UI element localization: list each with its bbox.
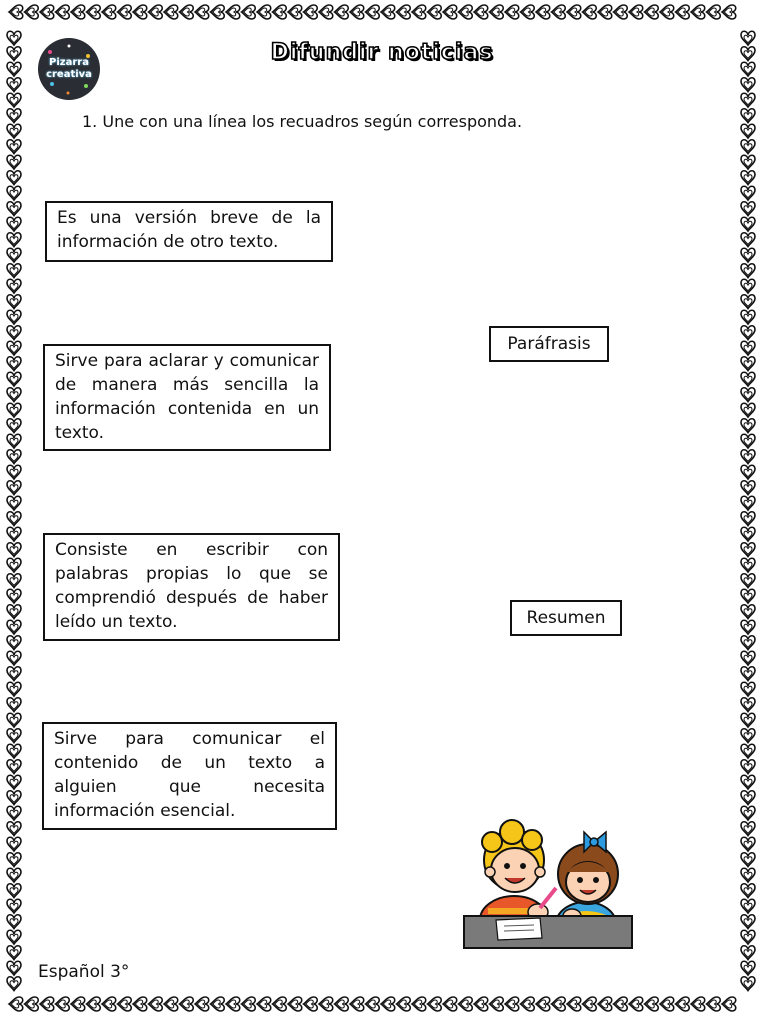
border-heart [474,997,488,1011]
border-heart [741,620,755,634]
border-heart [741,574,755,588]
border-heart [521,997,535,1011]
border-heart [133,5,147,19]
border-heart [660,5,674,19]
border-heart [7,248,21,262]
border-heart [7,822,21,836]
border-heart [7,868,21,882]
border-heart [304,5,318,19]
border-heart [567,5,581,19]
border-heart [741,217,755,231]
border-heart [7,171,21,185]
border-heart [741,171,755,185]
border-heart [741,93,755,107]
border-heart [7,481,21,495]
border-heart [7,744,21,758]
border-heart [741,450,755,464]
border-heart [273,997,287,1011]
border-heart [459,997,473,1011]
border-heart [319,997,333,1011]
border-heart [7,946,21,960]
border-heart [381,5,395,19]
border-heart [741,403,755,417]
border-heart [691,5,705,19]
page-title: Difundir noticias [270,40,494,65]
border-heart [645,5,659,19]
border-heart [71,5,85,19]
border-heart [350,997,364,1011]
border-heart [741,961,755,975]
border-heart [7,419,21,433]
border-heart [7,806,21,820]
border-heart [7,465,21,479]
definition-box-3[interactable]: Consiste en escribir con palabras propias lo que se comprendió después de haber leído un texto. [43,533,340,641]
children-at-desk-illustration [460,812,636,952]
border-heart [741,558,755,572]
definition-box-1[interactable]: Es una versión breve de la información de otro texto. [45,201,333,262]
border-heart [741,605,755,619]
border-heart [118,997,132,1011]
border-heart [226,5,240,19]
border-heart [741,651,755,665]
border-heart [7,124,21,138]
border-heart [226,997,240,1011]
border-heart [741,465,755,479]
border-heart [722,5,736,19]
border-heart [7,202,21,216]
border-heart [7,884,21,898]
border-heart [741,713,755,727]
footer-subject-grade: Español 3° [38,962,130,982]
border-heart [7,326,21,340]
border-heart [7,899,21,913]
border-heart [741,78,755,92]
border-heart [741,977,755,991]
border-heart [9,997,23,1011]
border-heart [7,636,21,650]
border-heart [741,372,755,386]
border-heart [741,791,755,805]
border-heart [741,419,755,433]
border-heart [741,899,755,913]
border-heart [707,997,721,1011]
border-heart [741,264,755,278]
border-heart [552,5,566,19]
border-heart [7,620,21,634]
border-heart [195,5,209,19]
border-heart [598,5,612,19]
border-heart [7,574,21,588]
border-heart [195,997,209,1011]
border-heart [288,997,302,1011]
border-heart [273,5,287,19]
border-heart [741,357,755,371]
border-heart [536,5,550,19]
border-heart [741,496,755,510]
border-heart [56,997,70,1011]
border-heart [741,512,755,526]
border-heart [521,5,535,19]
border-heart [7,512,21,526]
border-heart [741,140,755,154]
border-heart [149,5,163,19]
border-heart [257,5,271,19]
border-heart [7,543,21,557]
border-heart [397,997,411,1011]
border-heart [9,5,23,19]
border-heart [133,997,147,1011]
border-heart [366,5,380,19]
border-heart [629,5,643,19]
border-heart [7,729,21,743]
border-heart [87,5,101,19]
border-heart [741,667,755,681]
border-heart [691,997,705,1011]
border-heart [7,372,21,386]
border-heart [211,997,225,1011]
border-heart [7,698,21,712]
border-heart [7,403,21,417]
border-heart [629,997,643,1011]
term-box-parafrasis[interactable]: Paráfrasis [489,326,609,362]
border-heart [443,997,457,1011]
border-heart [7,140,21,154]
border-heart [443,5,457,19]
border-heart [741,853,755,867]
border-heart [350,5,364,19]
border-heart [567,997,581,1011]
border-heart [7,589,21,603]
border-heart [7,434,21,448]
border-heart [741,434,755,448]
border-heart [741,806,755,820]
border-heart [490,997,504,1011]
border-heart [242,5,256,19]
border-heart [7,977,21,991]
border-heart [288,5,302,19]
border-heart [741,744,755,758]
border-heart [7,667,21,681]
border-heart [7,155,21,169]
border-heart [741,760,755,774]
border-heart [102,5,116,19]
border-heart [7,357,21,371]
border-heart [335,997,349,1011]
border-heart [505,5,519,19]
definition-box-2[interactable]: Sirve para aclarar y comunicar de manera más sencilla la información contenida en un texto. [43,344,331,451]
border-heart [741,295,755,309]
border-heart [366,997,380,1011]
border-heart [741,884,755,898]
border-heart [741,636,755,650]
border-heart [7,930,21,944]
border-heart [741,388,755,402]
border-heart [614,5,628,19]
border-heart [7,264,21,278]
border-heart [741,109,755,123]
border-heart [412,5,426,19]
border-heart [7,682,21,696]
border-heart [741,155,755,169]
border-heart [7,713,21,727]
border-heart [741,775,755,789]
border-heart [583,997,597,1011]
border-heart [412,997,426,1011]
border-heart [428,5,442,19]
border-heart [7,496,21,510]
border-heart [25,997,39,1011]
border-heart [319,5,333,19]
border-heart [118,5,132,19]
border-heart [71,997,85,1011]
instruction-text: 1. Une con una línea los recuadros según corresponda. [82,112,523,131]
border-heart [7,605,21,619]
border-heart [741,729,755,743]
border-heart [56,5,70,19]
border-heart [741,124,755,138]
border-heart [7,760,21,774]
border-heart [474,5,488,19]
border-heart [614,997,628,1011]
border-heart [7,109,21,123]
logo-text-line2: creativa [46,69,92,80]
border-heart [459,5,473,19]
border-heart [7,295,21,309]
border-heart [381,997,395,1011]
border-heart [741,837,755,851]
border-heart [741,527,755,541]
border-heart [25,5,39,19]
border-heart [7,186,21,200]
border-heart [722,997,736,1011]
border-heart [741,946,755,960]
border-heart [676,997,690,1011]
border-heart [741,326,755,340]
border-heart [741,698,755,712]
border-heart [164,997,178,1011]
border-heart [741,682,755,696]
border-heart [7,527,21,541]
border-heart [7,558,21,572]
border-heart [676,5,690,19]
border-heart [7,837,21,851]
border-heart [102,997,116,1011]
border-heart [741,202,755,216]
border-heart [598,997,612,1011]
term-box-resumen[interactable]: Resumen [510,600,622,636]
border-heart [149,997,163,1011]
border-heart [211,5,225,19]
border-heart [164,5,178,19]
border-heart [7,853,21,867]
border-heart [428,997,442,1011]
border-heart [741,233,755,247]
border-heart [741,915,755,929]
border-heart [40,5,54,19]
border-heart [7,915,21,929]
border-heart [490,5,504,19]
border-heart [741,930,755,944]
border-heart [335,5,349,19]
border-heart [40,997,54,1011]
border-heart [7,279,21,293]
border-heart [741,341,755,355]
border-heart [741,868,755,882]
border-heart [7,78,21,92]
border-heart [552,997,566,1011]
border-heart [7,341,21,355]
border-heart [242,997,256,1011]
border-heart [7,791,21,805]
border-heart [741,279,755,293]
border-heart [180,5,194,19]
border-heart [397,5,411,19]
border-heart [257,997,271,1011]
border-heart [87,997,101,1011]
border-heart [7,93,21,107]
border-heart [7,310,21,324]
border-heart [7,961,21,975]
border-heart [741,481,755,495]
border-heart [7,217,21,231]
border-heart [7,388,21,402]
border-heart [660,997,674,1011]
border-heart [7,775,21,789]
border-heart [741,310,755,324]
border-heart [180,997,194,1011]
border-heart [741,543,755,557]
border-heart [741,589,755,603]
border-heart [741,822,755,836]
logo-text-line1: Pizarra [49,57,89,68]
border-heart [583,5,597,19]
border-heart [7,651,21,665]
border-heart [7,450,21,464]
border-heart [536,997,550,1011]
border-heart [741,248,755,262]
border-heart [707,5,721,19]
definition-box-4[interactable]: Sirve para comunicar el contenido de un texto a alguien que necesita información esencial. [42,722,337,830]
border-heart [741,186,755,200]
border-heart [645,997,659,1011]
border-heart [304,997,318,1011]
border-heart [505,997,519,1011]
border-heart [7,233,21,247]
